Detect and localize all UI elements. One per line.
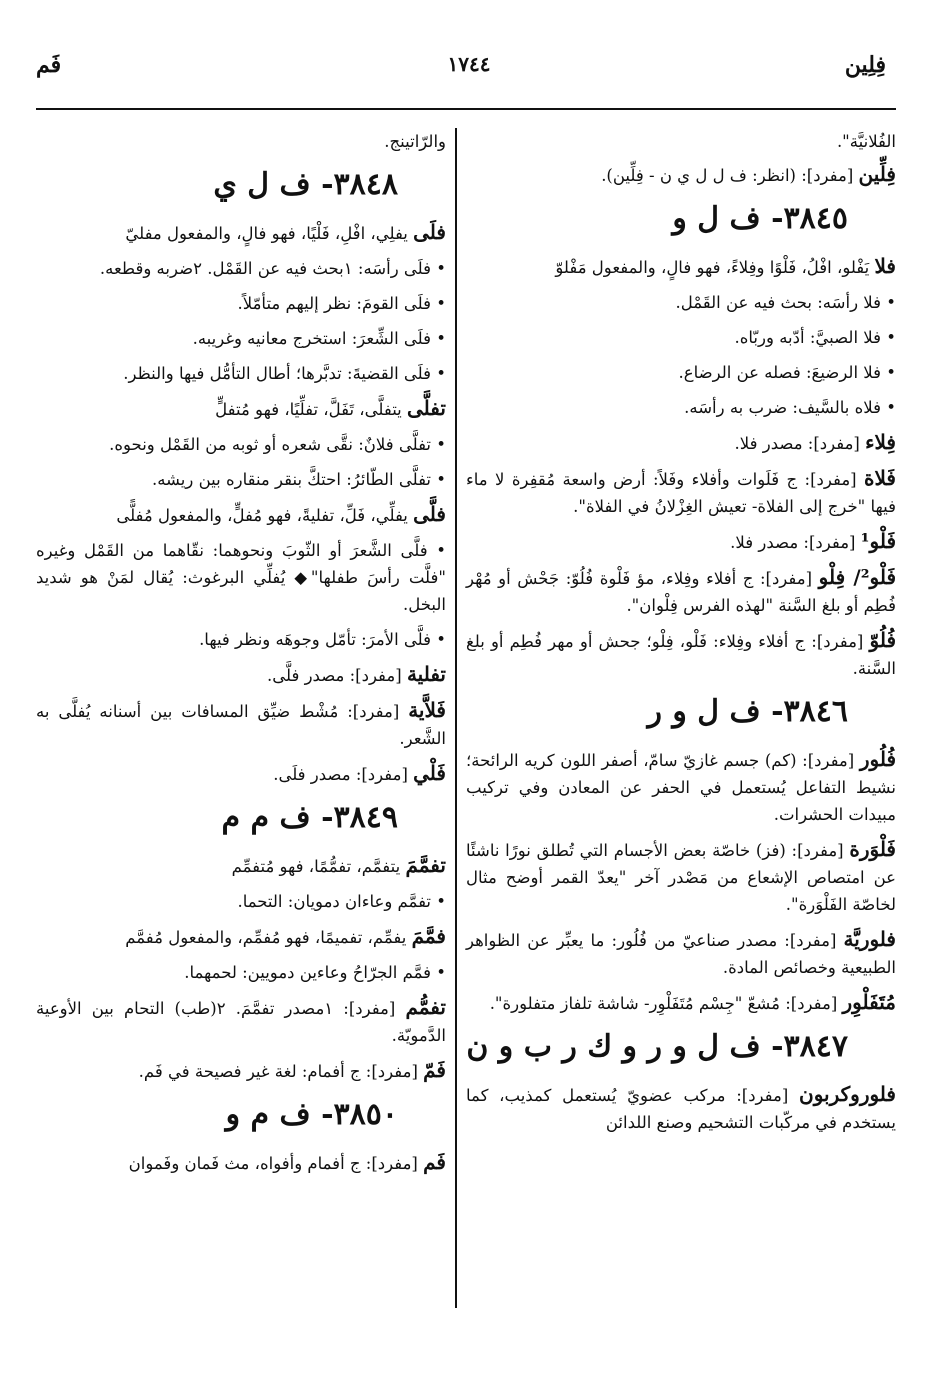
- entry-definition: [مفرد]: مصدر فلَّى.: [267, 666, 407, 685]
- sense-bullet: • فلا الصبيَّ: أدّبه وربّاه.: [734, 328, 896, 347]
- sense-bullet: • تفلَّى الطّائرُ: احتكَّ بنقر منقاره بين ريشه.: [151, 470, 446, 489]
- sense-bullet: • تفمَّم وعاءان دمويان: التحما.: [237, 892, 446, 911]
- dictionary-entry: [36, 852, 446, 880]
- entry-definition: [مفرد]: (كم) جسم غازيّ سامّ، أصفر اللون كريه الرائحة؛ نشيط التفاعل يُستعمل في الحفر عن المعادن وفي تركيب مبيدات الحشرات.: [466, 751, 896, 824]
- dictionary-entry: [36, 219, 446, 247]
- section-heading: ٣٨٤٩- ف م م: [221, 800, 398, 835]
- entry-definition: يفمِّم، تفميمًا، فهو مُفمِّم، والمفعول مُفمَّم: [125, 928, 412, 947]
- entry-headword: فِلِّين: [858, 162, 896, 186]
- entry-headword: فَلْي: [413, 761, 446, 785]
- entry-definition: يتفلَّى، تَفَلَّ، تفلِّيًا، فهو مُتفلٍّ: [215, 400, 408, 419]
- sense-bullet: • فلَى الشِّعرَ: استخرج معانيه وغريبه.: [192, 329, 446, 348]
- entry-headword: فُلُور: [859, 747, 896, 771]
- entry-headword: فمَّمَ: [411, 924, 446, 948]
- dictionary-entry: [36, 760, 446, 788]
- entry-headword: فَلاَّية: [408, 698, 446, 722]
- entry-headword: فلوروكربون: [799, 1082, 896, 1106]
- dictionary-entry: [36, 395, 446, 423]
- entry-headword: فلَّى: [413, 502, 446, 526]
- sense-bullet: • فلَى القومَ: نظر إليهم متأمّلاً.: [237, 294, 446, 313]
- section-heading: ٣٨٤٥- ف ل و: [672, 201, 848, 236]
- entry-headword: تفمَّمَ: [405, 853, 446, 877]
- sense-bullet: • فلَى القضيةَ: تدبَّرها؛ أطال التأمُّل فيها والنظر.: [123, 364, 446, 383]
- continuation-text: الفُلانيَّة".: [836, 132, 896, 151]
- sense-bullet: • فمَّم الجرّاحُ وعاءين دمويين: لحمهما.: [184, 963, 446, 982]
- section-heading: ٣٨٤٧- ف ل و ر و ك ر ب و ن: [466, 1029, 848, 1064]
- dictionary-entry: [466, 836, 896, 918]
- header-right-word: فِلِين: [844, 52, 886, 78]
- entry-definition: [مفرد]: ج أفمام وأفواه، مث فَمان وفَموان: [128, 1154, 424, 1173]
- entry-definition: [مفرد]: مصدر فلا.: [730, 533, 861, 552]
- entry-headword: فَم: [423, 1150, 446, 1174]
- entry-definition: [مفرد]: مصدر صناعيّ من فُلُور: ما يعبِّر عن الظواهر الطبيعية وخصائص المادة.: [466, 931, 896, 977]
- entry-headword: فلوريَّة: [843, 927, 896, 951]
- dictionary-entry: [466, 253, 896, 281]
- dictionary-entry: [466, 627, 896, 682]
- entry-headword: فَلاة: [864, 466, 896, 490]
- sense-bullet: • فلاه بالسَّيف: ضرب به رأسَه.: [684, 398, 896, 417]
- continuation-text: والرّاتينج.: [384, 132, 446, 151]
- page-number: ١٧٤٤: [447, 52, 491, 76]
- sense-bullet: • فلَّى الأمرَ: تأمّل وجوهَه ونظر فيها.: [199, 630, 446, 649]
- right-column: [466, 128, 896, 1144]
- dictionary-entry: [36, 501, 446, 529]
- entry-definition: [مفرد]: (فز) خاصّة بعض الأجسام التي تُطلق نورًا ناشئًا عن امتصاص الإشعاع من مَصْدر آخر "يعدّ القمر أوضح مثال لخاصّة الفَلْوَرة".: [466, 841, 896, 914]
- dictionary-entry: [36, 697, 446, 752]
- entry-definition: [مفرد]: مصدر فلَى.: [273, 765, 414, 784]
- column-divider: [455, 128, 457, 1308]
- dictionary-entry: [466, 1081, 896, 1136]
- dictionary-entry: [36, 661, 446, 689]
- sense-bullet: • تفلَّى فلانٌ: نقَّى شعره أو ثوبه من القَمْل ونحوه.: [109, 435, 446, 454]
- dictionary-entry: [466, 528, 896, 556]
- entry-definition: [مفرد]: ج أفلاء وفِلاء، مؤ فَلْوة فُلُوّ: جَحْش أو مُهْر فُطِم أو بلغ السَّنة "لهذه الفرس فِلْوان".: [466, 569, 896, 615]
- entry-definition: [مفرد]: مُشعّ "جِسْم مُتَفَلْوِر- شاشة تلفاز متفلورة".: [489, 994, 843, 1013]
- left-column: [36, 128, 446, 1185]
- header-left-word: فَم: [36, 52, 62, 78]
- section-heading: ٣٨٤٨- ف ل ي: [213, 167, 398, 202]
- dictionary-entry: [466, 926, 896, 981]
- entry-headword: تفمُّم: [405, 995, 446, 1019]
- entry-headword: تفلية: [406, 662, 446, 686]
- entry-headword: فُلُوّ: [869, 628, 896, 652]
- entry-definition: يفلِي، افْلِ، فَلْيًا، فهو فالٍ، والمفعول مفليّ: [125, 224, 414, 243]
- dictionary-entry: [466, 161, 896, 189]
- entry-definition: يَفْلو، افْلُ، فَلْوًا وفِلاءً، فهو فالٍ، والمفعول مَفْلوّ: [555, 258, 875, 277]
- entry-definition: [مفرد]: مركب عضويّ يُستعمل كمذيب، كما يستخدم في مركّبات التشحيم وصنع اللدائن: [466, 1086, 896, 1132]
- sense-bullet: • فلا الرضيعَ: فصله عن الرضاع.: [678, 363, 896, 382]
- entry-definition: [مفرد]: (انظر: ف ل ل ي ن - فِلِّين).: [601, 166, 859, 185]
- entry-headword: فَلْو¹: [860, 529, 896, 553]
- entry-definition: يتفمَّم، تفمُّمًا، فهو مُتفمِّم: [231, 857, 406, 876]
- dictionary-entry: [466, 746, 896, 828]
- dictionary-entry: [36, 923, 446, 951]
- entry-headword: فَمّ: [423, 1058, 446, 1082]
- entry-definition: [مفرد]: مصدر فلا.: [734, 434, 866, 453]
- section-heading: ٣٨٤٦- ف ل و ر: [647, 694, 848, 729]
- entry-definition: [مفرد]: ج فَلَوات وأفلاء وفَلاً: أرض واسعة مُقفِرة لا ماء فيها "خرج إلى الفلاة- تعيش الغِزْلانُ في الفلاة".: [466, 470, 896, 516]
- entry-headword: فلَى: [413, 220, 446, 244]
- entry-headword: فِلاء: [865, 430, 896, 454]
- section-heading: ٣٨٥٠- ف م و: [225, 1097, 398, 1132]
- entry-definition: [مفرد]: مُشْط ضيِّق المسافات بين أسنانه يُفلَّى به الشَّعر.: [36, 702, 446, 748]
- header-rule: [36, 108, 896, 110]
- dictionary-entry: [466, 465, 896, 520]
- entry-headword: فَلْو²/ فِلْو: [818, 565, 896, 589]
- dictionary-entry: [466, 429, 896, 457]
- dictionary-entry: [36, 994, 446, 1049]
- entry-definition: [مفرد]: ج أفمام: لغة غير فصيحة في فَم.: [138, 1062, 424, 1081]
- dictionary-entry: [36, 1057, 446, 1085]
- dictionary-entry: [466, 989, 896, 1017]
- dictionary-entry: [466, 564, 896, 619]
- sense-bullet: • فلَى رأسَه: ١بحث فيه عن القَمْل. ٢ضربه وقطعه.: [99, 259, 446, 278]
- entry-definition: يفلِّي، فَلِّ، تفليةً، فهو مُفلٍّ، والمفعول مُفلًّى: [116, 506, 414, 525]
- entry-definition: [مفرد]: ج أفلاء وفِلاء: فَلْو، فِلْو؛ جحش أو مهر فُطِم أو بلغ السَّنة.: [466, 632, 896, 678]
- entry-headword: فَلْوَرة: [849, 837, 896, 861]
- dictionary-entry: [36, 1149, 446, 1177]
- entry-headword: تفلَّى: [407, 396, 446, 420]
- entry-definition: [مفرد]: ١مصدر تفمَّمَ. ٢(طب) التحام بين الأوعية الدَّمويّة.: [36, 999, 446, 1045]
- entry-headword: فلا: [874, 254, 896, 278]
- entry-headword: مُتَفَلْوِر: [842, 990, 896, 1014]
- sense-bullet: • فلَّى الشَّعرَ أو الثّوبَ ونحوهما: نقّاهما من القَمْل وغيره "فلَّت رأسَ طفلها"◆ يُفلِّي البرغوث: يُقال لمَنْ هو شديد البخل.: [36, 541, 446, 614]
- sense-bullet: • فلا رأسَه: بحث فيه عن القَمْل.: [675, 293, 896, 312]
